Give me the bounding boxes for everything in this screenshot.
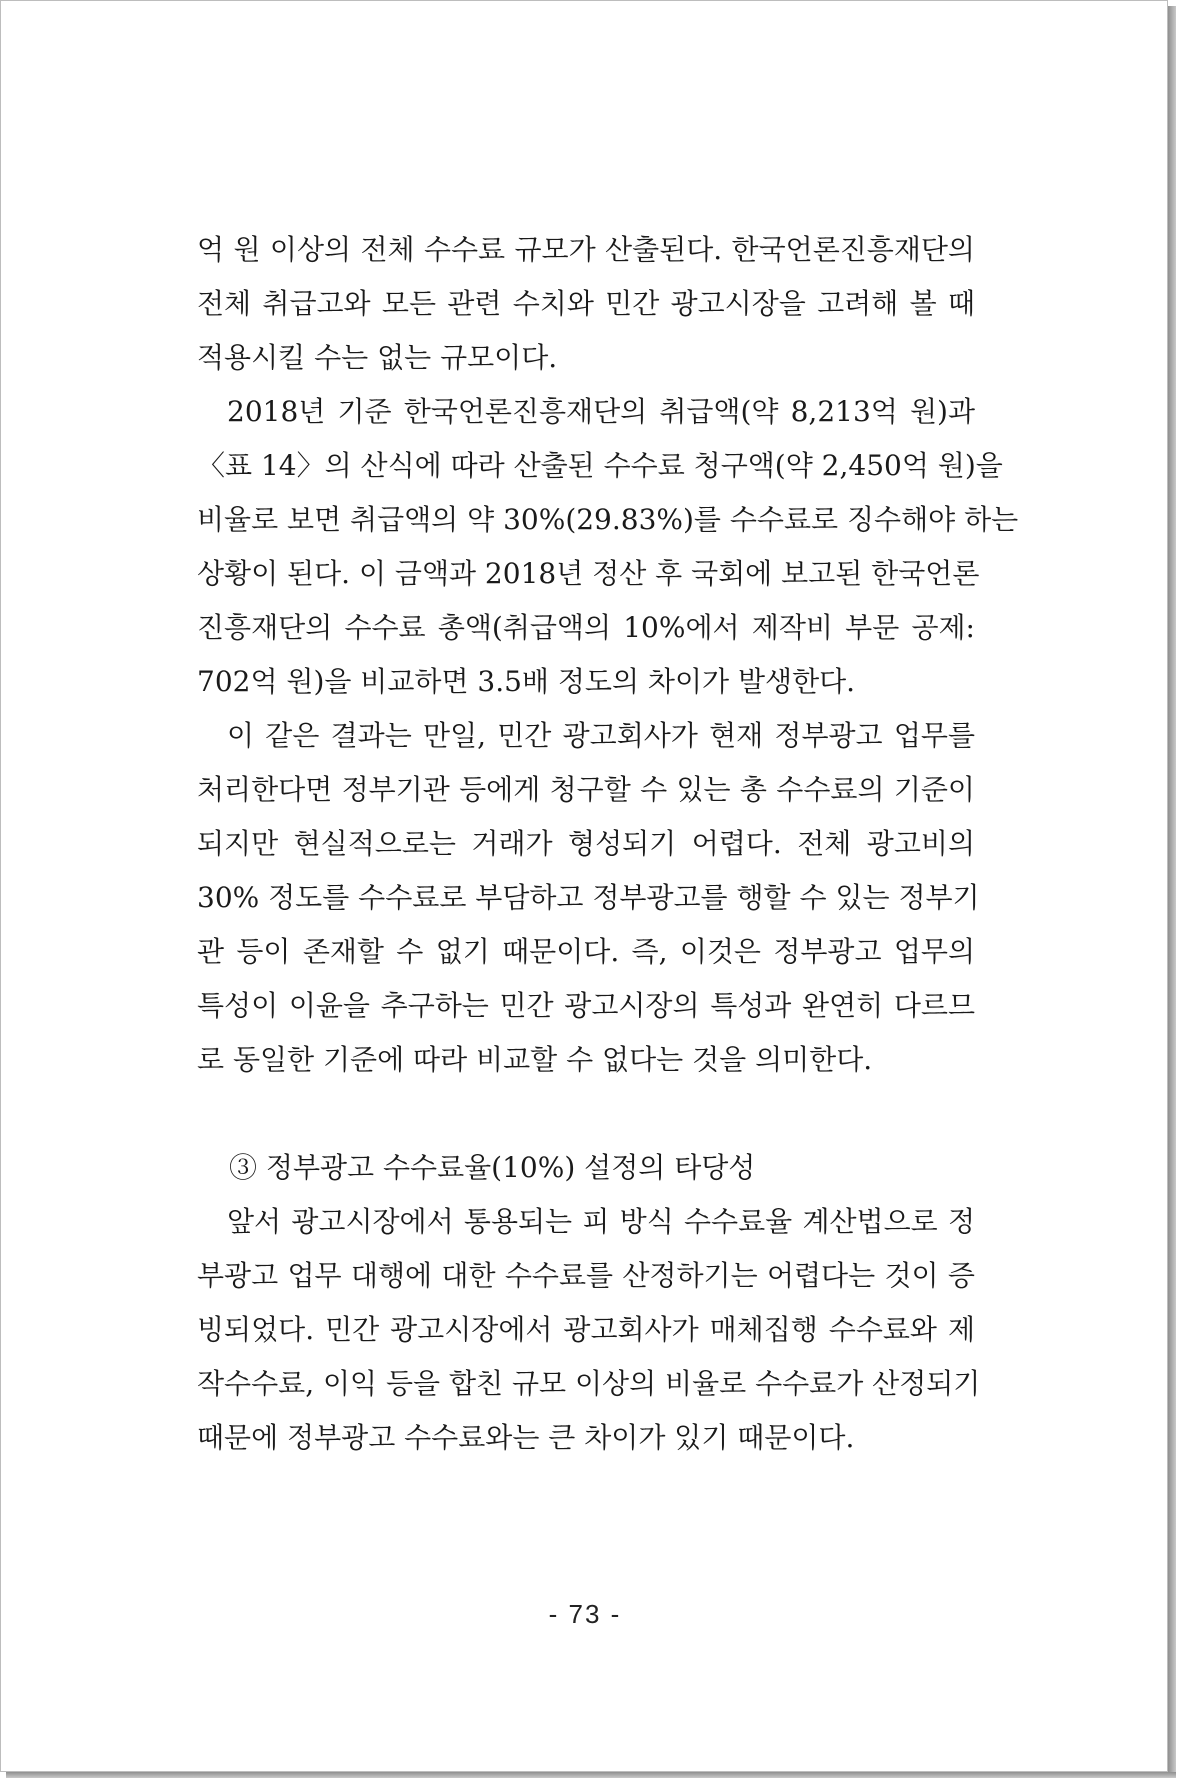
- text-line: 적용시킬 수는 없는 규모이다.: [197, 341, 558, 374]
- section-heading: ③ 정부광고 수수료율(10%) 설정의 타당성: [229, 1151, 756, 1184]
- paragraph-4: [197, 1195, 981, 1465]
- text-line: 관 등이 존재할 수 없기 때문이다. 즉, 이것은 정부광고 업무의: [197, 935, 975, 968]
- text-line: 빙되었다. 민간 광고시장에서 광고회사가 매체집행 수수료와 제: [197, 1313, 975, 1346]
- page-shadow-bottom: [6, 1772, 1176, 1778]
- text-line: 2018년 기준 한국언론진흥재단의 취급액(약 8,213억 원)과: [227, 395, 975, 428]
- text-line: 처리한다면 정부기관 등에게 청구할 수 있는 총 수수료의 기준이: [197, 773, 975, 806]
- text-line: 때문에 정부광고 수수료와는 큰 차이가 있기 때문이다.: [197, 1421, 855, 1454]
- text-line: 억 원 이상의 전체 수수료 규모가 산출된다. 한국언론진흥재단의: [197, 233, 975, 266]
- paragraph-1: [197, 223, 975, 385]
- page-number: - 73 -: [548, 1599, 622, 1629]
- text-line: 702억 원)을 비교하면 3.5배 정도의 차이가 발생한다.: [197, 665, 856, 698]
- text-line: 되지만 현실적으로는 거래가 형성되기 어렵다. 전체 광고비의: [197, 827, 975, 860]
- text-line: 작수수료, 이익 등을 합친 규모 이상의 비율로 수수료가 산정되기: [197, 1367, 981, 1400]
- text-line: 전체 취급고와 모든 관련 수치와 민간 광고시장을 고려해 볼 때: [197, 287, 975, 320]
- text-line: 로 동일한 기준에 따라 비교할 수 없다는 것을 의미한다.: [197, 1043, 873, 1076]
- text-line: 비율로 보면 취급액의 약 30%(29.83%)를 수수료로 징수해야 하는: [197, 503, 1019, 536]
- text-line: 앞서 광고시장에서 통용되는 피 방식 수수료율 계산법으로 정: [227, 1205, 975, 1238]
- body-text: [197, 223, 1019, 1465]
- page-shadow-right: [1168, 6, 1176, 1778]
- text-line: 상황이 된다. 이 금액과 2018년 정산 후 국회에 보고된 한국언론: [197, 557, 980, 590]
- text-line: 진흥재단의 수수료 총액(취급액의 10%에서 제작비 부문 공제:: [197, 611, 975, 644]
- text-line: 30% 정도를 수수료로 부담하고 정부광고를 행할 수 있는 정부기: [197, 881, 980, 914]
- text-line: 이 같은 결과는 만일, 민간 광고회사가 현재 정부광고 업무를: [227, 719, 975, 752]
- paragraph-2: [197, 385, 1019, 709]
- text-line: 특성이 이윤을 추구하는 민간 광고시장의 특성과 완연히 다르므: [197, 989, 975, 1022]
- paragraph-3: [197, 709, 980, 1087]
- text-line: 부광고 업무 대행에 대한 수수료를 산정하기는 어렵다는 것이 증: [197, 1259, 975, 1292]
- text-line: 〈표 14〉의 산식에 따라 산출된 수수료 청구액(약 2,450억 원)을: [197, 449, 1003, 482]
